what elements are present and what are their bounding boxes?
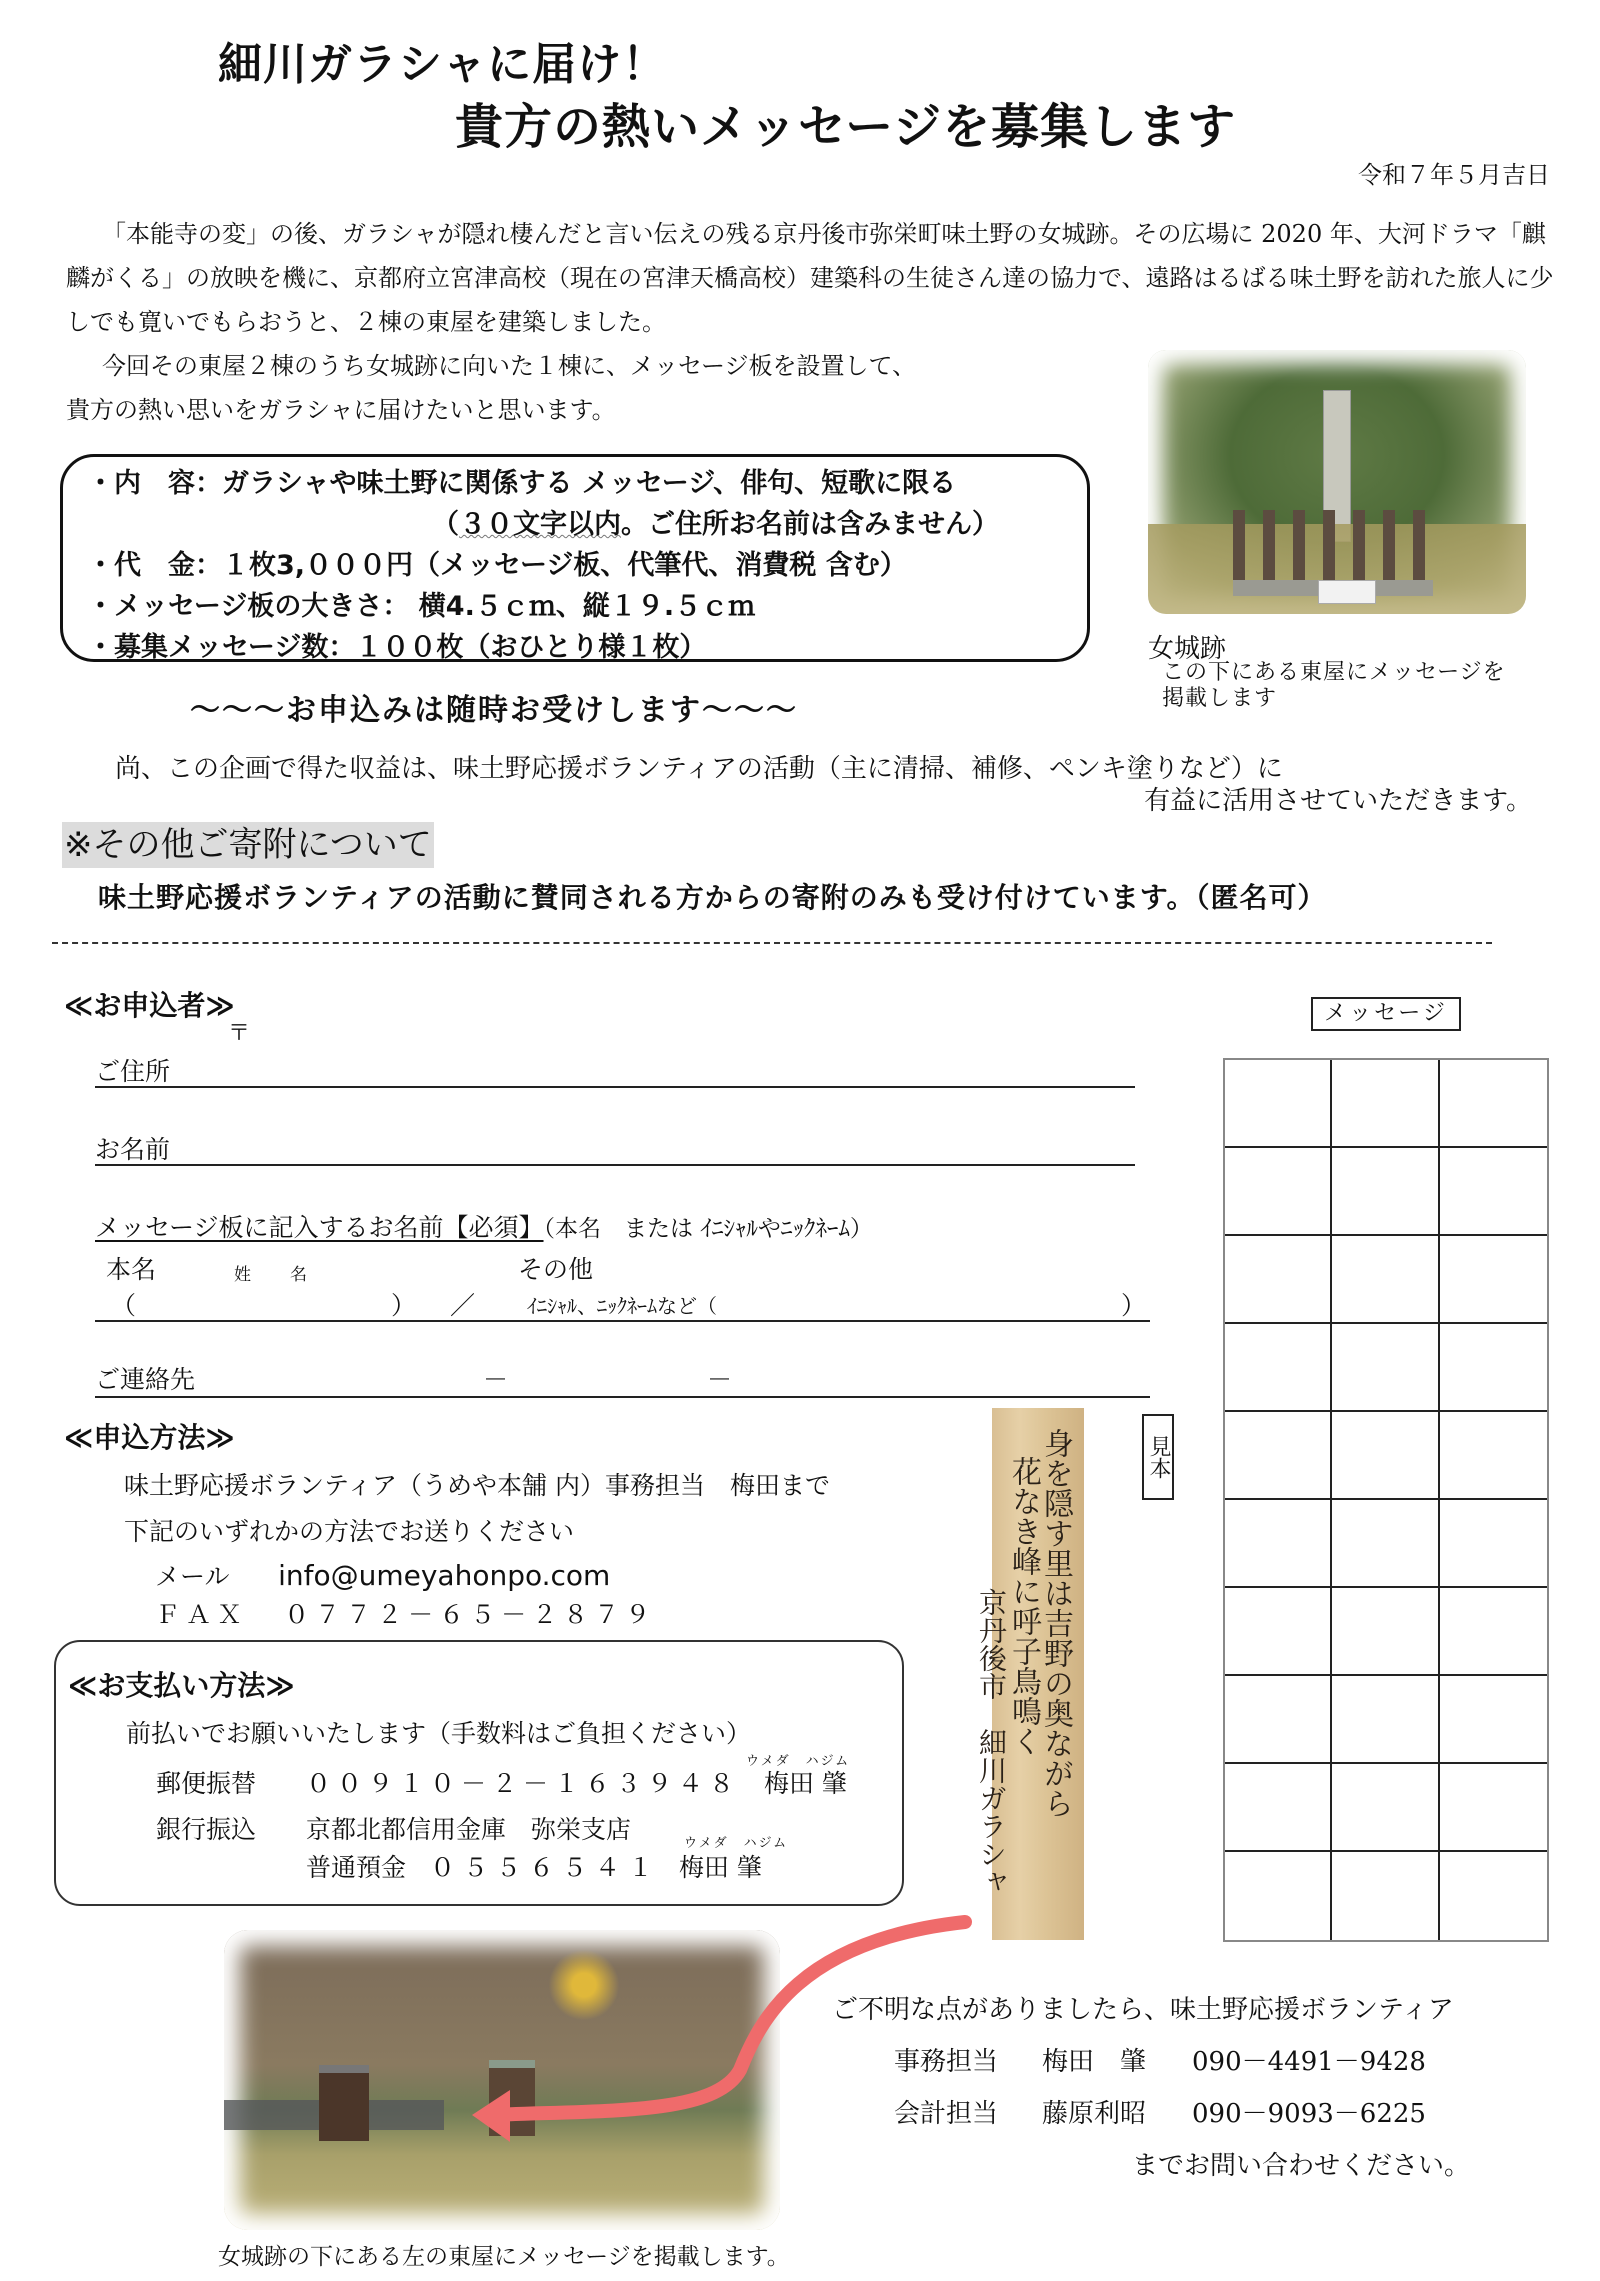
info-box [60,454,1090,662]
real-name-label: 本名 [106,1255,157,1284]
content-note: 。ご住所お名前は含みません） [621,509,999,540]
accounting-role: 会計担当 [894,2099,999,2129]
payment-box [54,1640,904,1906]
message-grid[interactable] [1223,1058,1549,1942]
surname-label: 姓 [234,1265,251,1285]
price-value: １枚3,０００円（メッセージ板、代筆代、消費税 含む） [222,550,907,581]
title-line-1: 細川ガラシャに届け！ [218,39,668,90]
info-count-row [87,627,1067,668]
address-field[interactable] [95,1052,1135,1088]
board-name-field[interactable] [95,1284,1150,1322]
cut-line-divider [52,942,1492,944]
payment-heading: ≪お支払い方法≫ [68,1669,295,1702]
sample-verse-line2: 花なき峰に呼子鳥鳴く [1006,1456,1041,1756]
contact-office-row [832,2036,1470,2088]
photo1-caption-line1: この下にある東屋にメッセージを [1162,660,1506,685]
message-cell[interactable] [1440,1324,1547,1412]
intro-paragraph-2 [66,344,1146,432]
message-cell[interactable] [1440,1412,1547,1500]
postal-account: ００９１０－２－１６３９４８ [306,1769,741,1798]
proceeds-line-2: 有益に活用させていただきます。 [1144,786,1532,816]
initials-label: ｲﾆｼｬﾙ、ﾆｯｸﾈｰﾑなど（ [527,1294,717,1318]
message-cell[interactable] [1225,1588,1332,1676]
holder-kana-2: ウメダ ハジム [684,1836,789,1851]
size-label: ・メッセージ板の大きさ： [87,591,410,622]
count-label: ・募集メッセージ数： [87,632,356,663]
info-price-row [87,545,1067,586]
phone-dash-2: － [707,1365,733,1394]
bank-holder: 梅田 肇 [678,1853,762,1882]
message-cell[interactable] [1225,1324,1332,1412]
other-name-label: その他 [518,1255,594,1284]
office-name: 梅田 肇 [1042,2047,1147,2077]
message-cell[interactable] [1225,1060,1332,1148]
count-value: １００枚（おひとり様１枚） [355,632,707,663]
message-cell[interactable] [1440,1236,1547,1324]
paren-open: （ [432,509,459,540]
phone-dash-1: － [483,1365,509,1394]
char-limit: ３０文字以内 [459,509,621,540]
message-label: メッセージ [1311,997,1461,1031]
fax-label: ＦＡＸ [155,1600,249,1629]
intro-text-2b: 貴方の熱い思いをガラシャに届けたいと思います。 [66,396,616,424]
info-content-note-row [87,504,1067,545]
message-cell[interactable] [1225,1236,1332,1324]
board-name-heading [95,1208,873,1244]
content-value: ガラシャや味土野に関係する メッセージ、俳句、短歌に限る [222,468,957,499]
donation-heading: ※その他ご寄附について [62,822,434,868]
mail-row [155,1557,610,1593]
price-label: ・代 金： [87,550,222,581]
message-cell[interactable] [1332,1764,1439,1852]
message-cell[interactable] [1332,1148,1439,1236]
message-cell[interactable] [1225,1852,1332,1940]
paren-close-2: ） [1121,1291,1147,1320]
postal-holder: 梅田 肇 [763,1769,847,1798]
photo1-caption [1162,660,1506,712]
contact-label: ご連絡先 [95,1365,196,1394]
sample-verse-line1: 身を隠す里は吉野の奥ながら [1038,1428,1073,1818]
bank-account-row [306,1848,762,1884]
photo2-caption: 女城跡の下にある左の東屋にメッセージを掲載します。 [218,2244,790,2270]
postal-transfer-row [156,1764,847,1800]
message-cell[interactable] [1440,1852,1547,1940]
account-type: 普通預金 [306,1853,407,1882]
holder-kana-1: ウメダ ハジム [746,1754,851,1769]
application-line-1: 味土野応援ボランティア（うめや本舗 内）事務担当 梅田まで [124,1471,830,1500]
accept-note: ～～～お申込みは随時お受けします～～～ [190,693,798,728]
monument-photo-icon [1148,350,1526,614]
payment-note: 前払いでお願いいたします（手数料はご負担ください） [126,1719,752,1748]
board-name-label: メッセージ板に記入するお名前【必須】 [95,1213,544,1242]
contact-intro: ご不明な点がありましたら、味土野応援ボランティア [832,1995,1454,2025]
message-cell[interactable] [1332,1236,1439,1324]
photo1-caption-line2: 掲載します [1162,686,1278,711]
application-line-2: 下記のいずれかの方法でお送りください [124,1517,575,1546]
contact-field[interactable] [95,1360,1150,1398]
office-role: 事務担当 [894,2047,999,2077]
info-content-row [87,463,1067,504]
message-cell[interactable] [1332,1588,1439,1676]
message-cell[interactable] [1440,1500,1547,1588]
postal-mark: 〒 [228,1021,251,1046]
application-method-heading: ≪申込方法≫ [64,1421,235,1454]
message-cell[interactable] [1225,1148,1332,1236]
contact-block [832,1984,1470,2192]
postal-transfer-label: 郵便振替 [156,1769,257,1798]
paren-open: （ [111,1291,137,1320]
size-value: 横4.５ｃｍ、縦１９.５ｃｍ [409,591,756,622]
title-line-2: 貴方の熱いメッセージを募集します [455,99,1237,155]
message-cell[interactable] [1440,1764,1547,1852]
bank-transfer-row [156,1810,631,1846]
slash: ／ [450,1291,476,1320]
message-cell[interactable] [1332,1324,1439,1412]
message-cell[interactable] [1440,1676,1547,1764]
info-size-row [87,586,1067,627]
message-cell[interactable] [1440,1060,1547,1148]
message-cell[interactable] [1332,1500,1439,1588]
fax-row [155,1595,656,1631]
message-cell[interactable] [1440,1148,1547,1236]
issue-date: 令和７年５月吉日 [1358,161,1550,189]
contact-closing: までお問い合わせください。 [1132,2151,1471,2181]
mail-link[interactable]: info@umeyahonpo.com [278,1559,611,1592]
contact-accounting-row [832,2088,1470,2140]
account-number: ０５５６５４１ [430,1853,662,1882]
board-name-note: （本名 または ｲﾆｼｬﾙやﾆｯｸﾈｰﾑ） [543,1216,873,1242]
message-cell[interactable] [1332,1852,1439,1940]
office-phone: 090－4491－9428 [1192,2047,1426,2077]
paren-close: ） [391,1291,417,1320]
accounting-name: 藤原利昭 [1042,2099,1147,2129]
name-field[interactable] [95,1130,1135,1166]
photo1-caption-title: 女城跡 [1148,634,1227,664]
message-cell[interactable] [1225,1500,1332,1588]
message-cell[interactable] [1225,1676,1332,1764]
given-name-label: 名 [290,1265,307,1285]
sample-signature: 京丹後市 細川ガラシャ [975,1588,1008,1896]
sample-tag: 見本 [1142,1414,1174,1500]
name-label: お名前 [95,1135,171,1164]
message-cell[interactable] [1440,1588,1547,1676]
intro-text-1: 「本能寺の変」の後、ガラシャが隠れ棲んだと言い伝えの残る京丹後市弥栄町味土野の女城跡。その広場に 2020 年、大河ドラマ「麒麟がくる」の放映を機に、京都府立宮津高校（現在の宮津天橋高校）建築科の生徒さん達の協力で、遠路はるばる味土野を訪れた旅人に少しでも寛いでもらおうと、２棟の東屋を建築しました。 [66,220,1554,336]
fax-number: ０７７２－６５－２８７９ [284,1600,657,1629]
mail-label: メール [155,1562,230,1591]
address-label: ご住所 [95,1057,171,1086]
bank-transfer-label: 銀行振込 [156,1815,257,1844]
intro-text-2a: 今回その東屋２棟のうち女城跡に向いた１棟に、メッセージ板を設置して、 [102,352,917,380]
sample-board-photo-icon [975,1408,1084,1940]
donation-text: 味土野応援ボランティアの活動に賛同される方からの寄附のみも受け付けています。（匿名可） [98,881,1327,914]
message-cell[interactable] [1332,1676,1439,1764]
accounting-phone: 090－9093－6225 [1192,2099,1426,2129]
message-cell[interactable] [1225,1764,1332,1852]
proceeds-line-1: 尚、この企画で得た収益は、味土野応援ボランティアの活動（主に清掃、補修、ペンキ塗りなど）に [115,754,1283,784]
message-cell[interactable] [1332,1412,1439,1500]
message-cell[interactable] [1332,1060,1439,1148]
message-cell[interactable] [1225,1412,1332,1500]
intro-paragraph-1 [66,212,1556,344]
applicant-heading: ≪お申込者≫ [64,989,235,1022]
bank-name: 京都北都信用金庫 弥栄支店 [306,1815,632,1844]
content-label: ・内 容： [87,468,222,499]
